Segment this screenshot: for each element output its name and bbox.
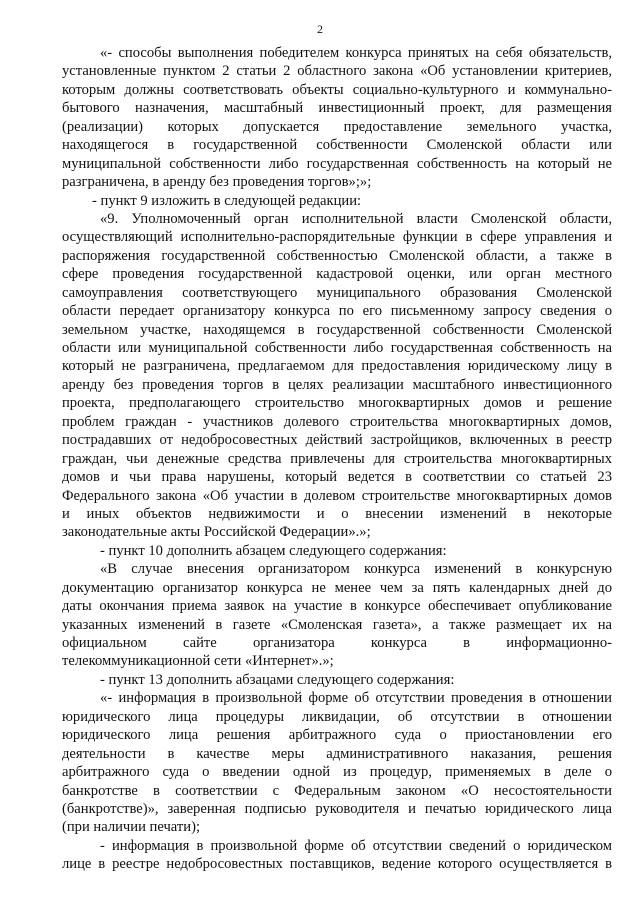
text-line: граждан, чьи денежные средства привлечены для строительства многоквартирных <box>62 450 612 467</box>
paragraph <box>62 44 612 192</box>
paragraph <box>62 210 612 542</box>
text-line: документацию организатор конкурса не менее чем за пять календарных дней до <box>62 579 612 596</box>
text-line: самоуправления соответствующего муниципального образования Смоленской <box>62 284 612 301</box>
text-line: осуществляющий исполнительно-распорядительные функции в сфере управления и <box>62 229 612 246</box>
text-line: - информация в произвольной форме об отсутствии сведений о юридическом <box>100 837 612 854</box>
text-line: (банкротстве)», заверенная подписью руководителя и печатью юридического лица <box>62 800 612 817</box>
text-line: бытового назначения, масштабный инвестиционный проект, для размещения <box>62 100 612 117</box>
text-line: и иных объектов недвижимости и о внесении изменений в некоторые <box>62 505 612 522</box>
text-line: «В случае внесения организатором конкурса изменений в конкурсную <box>100 561 612 578</box>
text-line: телекоммуникационной сети «Интернет».»; <box>62 653 334 670</box>
text-line: «- информация в произвольной форме об отсутствии проведения в отношении <box>100 690 612 707</box>
page-number: 2 <box>317 22 323 36</box>
text-line: - пункт 9 изложить в следующей редакции: <box>92 192 362 209</box>
text-line: деятельности в качестве меры административного наказания, решения <box>62 745 612 762</box>
text-line: (реализации) которых допускается предоставление земельного участка, <box>62 118 612 135</box>
text-line: которым должны соответствовать объекты социально-культурного и коммунально- <box>62 81 612 98</box>
text-line: сфере проведения государственной кадастровой оценки, или орган местного <box>62 266 612 283</box>
paragraph <box>62 689 612 837</box>
text-line: проекта, предполагающего строительство многоквартирных домов и решение <box>62 395 612 412</box>
text-line: разграничена, в аренду без проведения торгов»;»; <box>62 174 372 191</box>
text-line: - пункт 10 дополнить абзацем следующего содержания: <box>100 542 447 559</box>
text-line: даты окончания приема заявок на участие в конкурсе обеспечивает опубликование <box>62 598 612 615</box>
text-line: юридического лица процедуры ликвидации, об отсутствии в отношении <box>62 708 612 725</box>
text-line: (при наличии печати); <box>62 819 201 836</box>
text-line: «9. Уполномоченный орган исполнительной власти Смоленской области, <box>100 210 612 227</box>
text-line: пострадавших от недобросовестных действий застройщиков, включенных в реестр <box>62 432 612 449</box>
text-line: «- способы выполнения победителем конкурса принятых на себя обязательств, <box>100 45 612 61</box>
text-line: муниципальной собственности либо государственная собственность на который не <box>62 155 612 172</box>
text-line: банкротстве в соответствии с Федеральным законом «О несостоятельности <box>62 782 612 799</box>
text-line: области или муниципальной собственности либо государственная собственность на <box>62 340 612 356</box>
text-line: области передает организатору конкурса по его письменному запросу сведения о <box>62 303 612 320</box>
text-line: проблем граждан - участников долевого строительства многоквартирных домов, <box>62 413 612 430</box>
document-body <box>62 44 612 874</box>
paragraph <box>62 192 612 210</box>
text-line: находящегося в государственной собственности Смоленской области или <box>62 137 612 154</box>
text-line: арбитражного суда о введении одной из процедур, применяемых в деле о <box>62 764 612 781</box>
text-line: лице в реестре недобросовестных поставщиков, ведение которого осуществляется в <box>62 856 612 873</box>
paragraph <box>62 542 612 560</box>
text-line: официальном сайте организатора конкурса в информационно- <box>62 635 612 651</box>
text-line: земельном участке, находящемся в государственной собственности Смоленской <box>62 321 612 338</box>
text-line: - пункт 13 дополнить абзацами следующего содержания: <box>100 671 455 688</box>
text-line: установленные пунктом 2 статьи 2 областного закона «Об установлении критериев, <box>62 63 612 80</box>
text-line: указанных изменений в газете «Смоленская газета», а также размещает их на <box>62 616 612 633</box>
text-line: законодательные акты Российской Федерации».»; <box>62 524 371 541</box>
text-line: аренду без проведения торгов в целях реализации масштабного инвестиционного <box>62 376 612 393</box>
text-line: который не разграничена, предлагаемом для предоставления юридическому лицу в <box>62 358 612 375</box>
paragraph <box>62 671 612 689</box>
text-line: распоряжения государственной собственностью Смоленской области, а также в <box>62 247 612 264</box>
text-line: юридического лица решения арбитражного суда о приостановлении его <box>62 727 612 744</box>
text-line: домов и чьи права нарушены, который ведется в соответствии со статьей 23 <box>62 469 612 486</box>
paragraph <box>62 560 612 671</box>
paragraph <box>62 837 612 874</box>
text-line: Федерального закона «Об участии в долевом строительстве многоквартирных домов <box>62 487 612 504</box>
